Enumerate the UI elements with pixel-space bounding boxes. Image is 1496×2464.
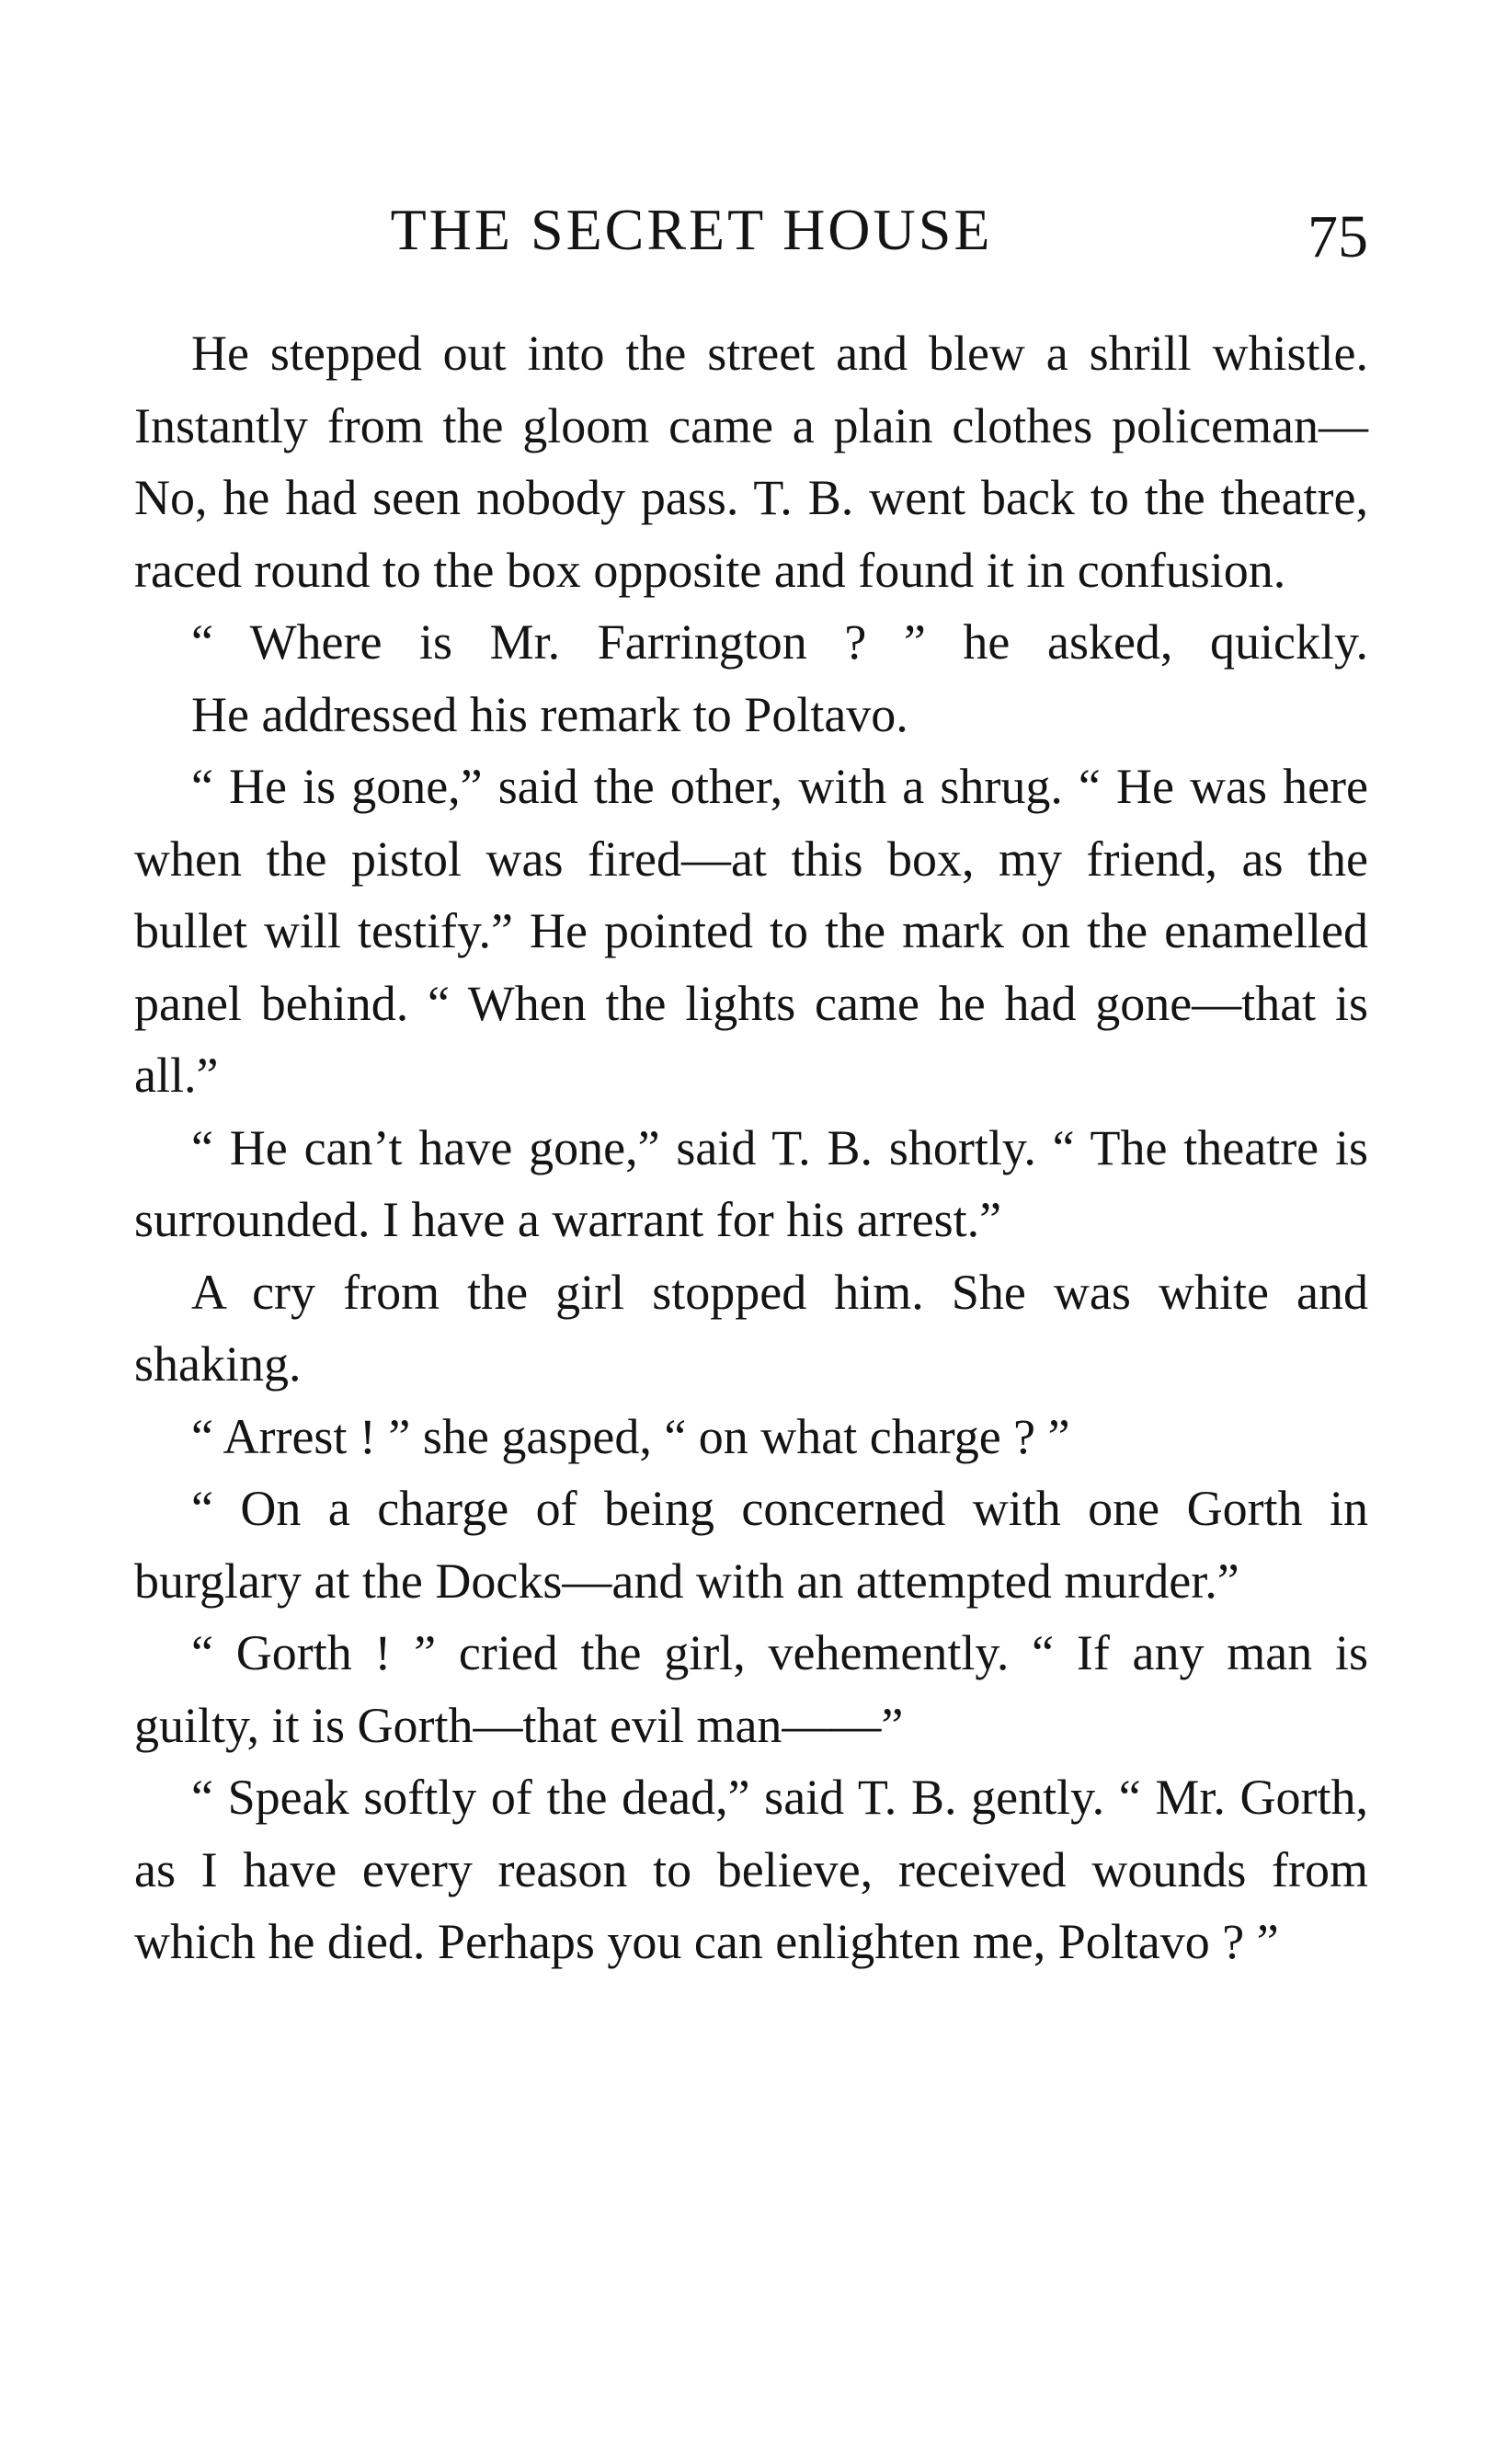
running-head	[134, 189, 1368, 271]
paragraph: “ Where is Mr. Farrington ? ” he asked, quickly.	[191, 614, 1368, 670]
paragraph: “ Speak softly of the dead,” said T. B. gently. “ Mr. Gorth, as I have every reason to believe, received wounds from which he died. Perhaps you can enlighten me, Poltavo ? ”	[134, 1770, 1368, 1969]
paragraph: “ On a charge of being concerned with one Gorth in burglary at the Docks—and with an attempted murder.”	[134, 1481, 1368, 1609]
paragraph: He addressed his remark to Poltavo.	[191, 686, 908, 742]
paragraph: “ He can’t have gone,” said T. B. shortly. “ The theatre is surrounded. I have a warrant for his arrest.”	[134, 1119, 1368, 1247]
paragraph: “ Gorth ! ” cried the girl, vehemently. “ If any man is guilty, it is Gorth—that evil man——”	[134, 1625, 1368, 1753]
running-title: THE SECRET HOUSE	[390, 197, 993, 262]
paragraph: He stepped out into the street and blew a shrill whistle. Instantly from the gloom came a plain clothes policeman—No, he had seen nobody pass. T. B. went back to the theatre, raced round to the box opposite and found it in confusion.	[134, 326, 1368, 598]
page-number: 75	[1308, 203, 1368, 270]
paragraph: “ Arrest ! ” she gasped, “ on what charge ? ”	[191, 1408, 1070, 1464]
paragraph: “ He is gone,” said the other, with a shrug. “ He was here when the pistol was fired—at this box, my friend, as the bullet will testify.” He pointed to the mark on the enamelled panel behind. “ When the lights came he had gone—that is all.”	[134, 759, 1368, 1103]
body-text	[134, 317, 1368, 1978]
paragraph: A cry from the girl stopped him. She was white and shaking.	[134, 1264, 1368, 1392]
